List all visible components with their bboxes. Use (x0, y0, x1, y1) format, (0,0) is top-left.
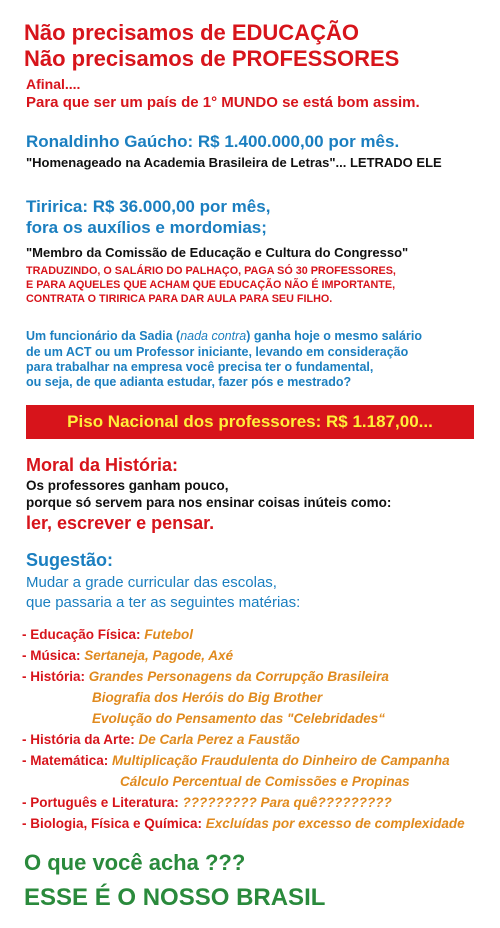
materia-biologia (22, 816, 465, 831)
sadia-line1c: ) ganha hoje o mesmo salário (246, 329, 422, 343)
historia-sub2: Evolução do Pensamento das "Celebridades“ (92, 711, 385, 726)
materia-value: ????????? Para quê????????? (182, 795, 392, 810)
tiririca-red-line1: TRADUZINDO, O SALÁRIO DO PALHAÇO, PAGA SÓ 30 PROFESSORES, (26, 265, 396, 277)
materia-value: Grandes Personagens da Corrupção Brasileira (88, 669, 389, 684)
sadia-line2: de um ACT ou um Professor iniciante, levando em consideração (26, 345, 409, 359)
materia-label: - Biologia, Física e Química: (22, 816, 206, 831)
first-world-text: Para que ser um país de 1° MUNDO se está bom assim. (26, 94, 420, 111)
headline-line1: Não precisamos de EDUCAÇÃO (24, 20, 359, 45)
materia-educacao-fisica (22, 627, 193, 642)
tiririca-note: "Membro da Comissão de Educação e Cultura do Congresso" (26, 245, 409, 260)
tiririca-mordomias: fora os auxílios e mordomias; (26, 218, 267, 237)
footer-question: O que você acha ??? (24, 850, 246, 875)
footer-brasil: ESSE É O NOSSO BRASIL (24, 884, 326, 911)
sadia-line1a: Um funcionário da Sadia ( (26, 329, 181, 343)
historia-sub1: Biografia dos Heróis do Big Brother (92, 690, 323, 705)
materia-value: Futebol (144, 627, 194, 642)
materia-label: - História da Arte: (22, 732, 139, 747)
sadia-nada-contra: nada contra (180, 329, 247, 343)
sugestao-line2: que passaria a ter as seguintes matérias: (26, 594, 301, 611)
materia-historia (22, 669, 389, 684)
headline-line2: Não precisamos de PROFESSORES (24, 46, 400, 71)
ronaldinho-salary: Ronaldinho Gaúcho: R$ 1.400.000,00 por mês. (26, 132, 400, 151)
moral-line2: porque só servem para nos ensinar coisas inúteis como: (26, 495, 392, 510)
materia-portugues (22, 795, 392, 810)
sadia-line4: ou seja, de que adianta estudar, fazer pós e mestrado? (26, 375, 352, 389)
materia-value: Sertaneja, Pagode, Axé (84, 648, 234, 663)
sugestao-line1: Mudar a grade curricular das escolas, (26, 574, 277, 591)
materia-value: De Carla Perez a Faustão (138, 732, 300, 747)
materia-value: Multiplicação Fraudulenta do Dinheiro de Campanha (112, 753, 450, 768)
sadia-line3: para trabalhar na empresa você precisa ter o fundamental, (26, 360, 374, 374)
materia-label: - Música: (22, 648, 85, 663)
moral-line1: Os professores ganham pouco, (26, 478, 229, 493)
materia-label: - História: (22, 669, 89, 684)
tiririca-red-line3: CONTRATA O TIRIRICA PARA DAR AULA PARA SEU FILHO. (26, 293, 333, 305)
materia-label: - Português e Literatura: (22, 795, 183, 810)
tiririca-red-line2: E PARA AQUELES QUE ACHAM QUE EDUCAÇÃO NÃO É IMPORTANTE, (26, 279, 396, 291)
sugestao-title: Sugestão: (26, 550, 114, 570)
materia-label: - Matemática: (22, 753, 113, 768)
materia-label: - Educação Física: (22, 627, 145, 642)
tiririca-salary: Tiririca: R$ 36.000,00 por mês, (26, 197, 271, 216)
piso-nacional-text: Piso Nacional dos professores: R$ 1.187,00... (67, 412, 433, 431)
ronaldinho-note: "Homenageado na Academia Brasileira de Letras"... LETRADO ELE (26, 155, 442, 170)
materia-matematica (22, 753, 450, 768)
materia-value: Excluídas por excesso de complexidade (205, 816, 465, 831)
materia-historia-arte (22, 732, 300, 747)
moral-line3: ler, escrever e pensar. (26, 513, 215, 533)
moral-title: Moral da História: (26, 455, 179, 475)
sadia-line1 (26, 329, 422, 343)
piso-nacional-banner (26, 405, 474, 439)
materia-musica (22, 648, 233, 663)
afinal-text: Afinal.... (26, 76, 81, 92)
matematica-sub: Cálculo Percentual de Comissões e Propinas (120, 774, 410, 789)
